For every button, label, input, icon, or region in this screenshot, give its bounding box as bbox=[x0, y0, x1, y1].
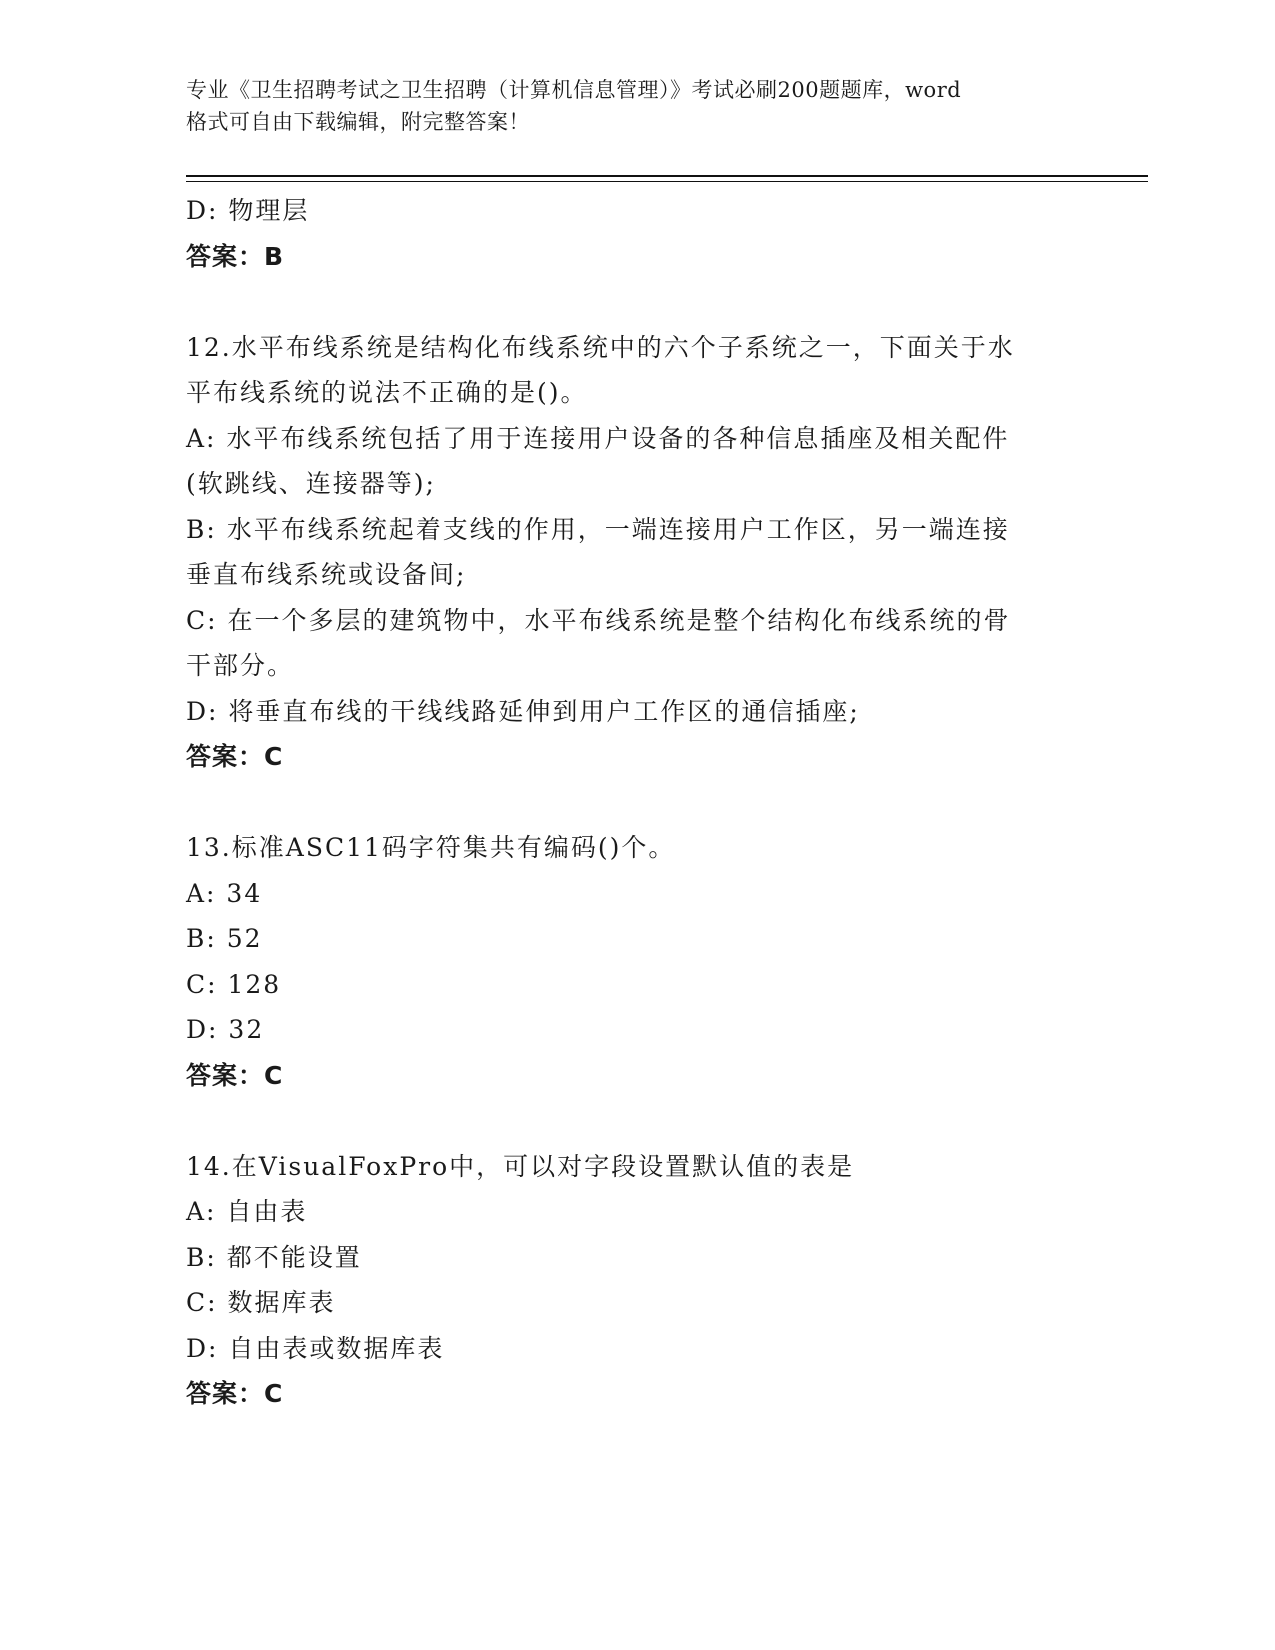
answer-label: 答案： bbox=[186, 241, 265, 271]
header-line-2: 格式可自由下载编辑，附完整答案！ bbox=[186, 110, 530, 134]
header-divider-thick bbox=[186, 175, 1148, 177]
option-a: A: 自由表 bbox=[186, 1197, 308, 1226]
question-11-tail bbox=[186, 188, 1086, 279]
option-c: C: 128 bbox=[186, 969, 282, 999]
question-14 bbox=[186, 1144, 1086, 1417]
option-b: B: 52 bbox=[186, 924, 263, 953]
option-a-cont: (软跳线、连接器等); bbox=[186, 469, 436, 498]
answer-value: C bbox=[264, 742, 284, 771]
option-a: A: 34 bbox=[186, 878, 263, 908]
question-12 bbox=[186, 325, 1086, 780]
document-header bbox=[186, 74, 1086, 138]
question-list bbox=[186, 188, 1086, 1417]
question-13 bbox=[186, 825, 1086, 1098]
answer-label: 答案： bbox=[186, 1379, 265, 1408]
answer-value: C bbox=[264, 1379, 284, 1408]
question-stem: 12.水平布线系统是结构化布线系统中的六个子系统之一，下面关于水 bbox=[186, 332, 1015, 362]
option-b-cont: 垂直布线系统或设备间; bbox=[186, 560, 467, 589]
spacer bbox=[186, 1098, 1086, 1144]
option-c: C: 在一个多层的建筑物中，水平布线系统是整个结构化布线系统的骨 bbox=[186, 605, 1011, 635]
question-stem: 14.在VisualFoxPro中，可以对字段设置默认值的表是 bbox=[186, 1151, 855, 1181]
option-d: D: 自由表或数据库表 bbox=[186, 1333, 445, 1363]
option-d: D: 将垂直布线的干线线路延伸到用户工作区的通信插座; bbox=[186, 696, 860, 726]
header-divider-thin bbox=[186, 181, 1148, 182]
answer-line bbox=[186, 1053, 1086, 1099]
header-line-1: 专业《卫生招聘考试之卫生招聘（计算机信息管理）》考试必刷200题题库，word bbox=[186, 78, 962, 102]
question-stem-cont: 平布线系统的说法不正确的是()。 bbox=[186, 378, 588, 407]
answer-line bbox=[186, 234, 1086, 280]
answer-label: 答案： bbox=[186, 742, 265, 771]
spacer bbox=[186, 780, 1086, 826]
answer-value: B bbox=[264, 241, 285, 271]
option-a: A: 水平布线系统包括了用于连接用户设备的各种信息插座及相关配件 bbox=[186, 423, 1010, 453]
option-c: C: 数据库表 bbox=[186, 1288, 336, 1317]
option-d: D: 32 bbox=[186, 1015, 265, 1044]
spacer bbox=[186, 279, 1086, 325]
answer-line bbox=[186, 734, 1086, 780]
option-c-cont: 干部分。 bbox=[186, 651, 295, 680]
option-d: D: 物理层 bbox=[186, 196, 310, 225]
answer-label: 答案： bbox=[186, 1060, 265, 1090]
option-b: B: 水平布线系统起着支线的作用，一端连接用户工作区，另一端连接 bbox=[186, 514, 1010, 544]
option-b: B: 都不能设置 bbox=[186, 1242, 362, 1272]
answer-value: C bbox=[264, 1060, 284, 1090]
answer-line bbox=[186, 1371, 1086, 1417]
question-stem: 13.标准ASC11码字符集共有编码()个。 bbox=[186, 833, 676, 862]
